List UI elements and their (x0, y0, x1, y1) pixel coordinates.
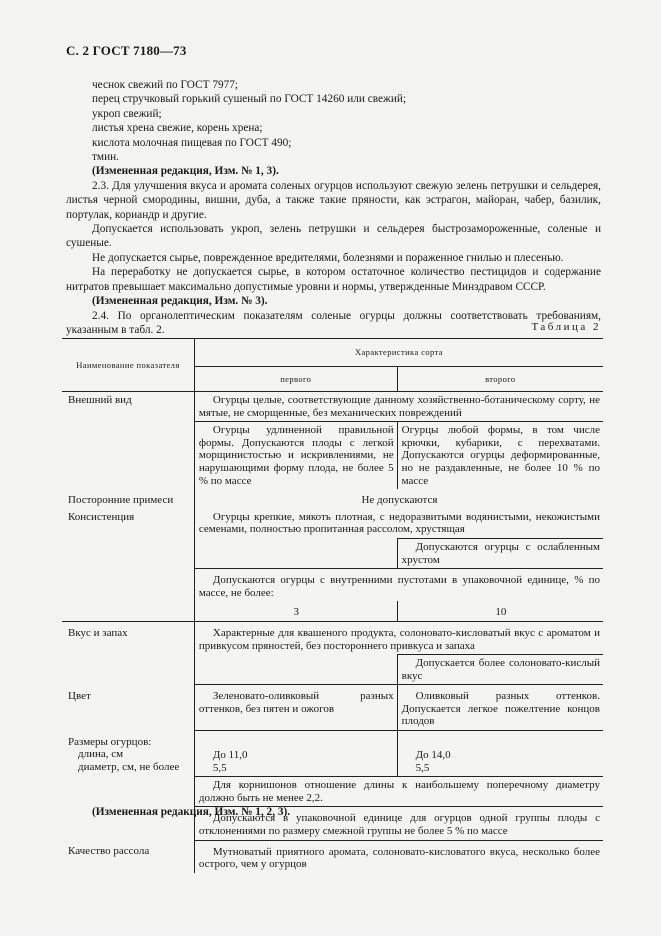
list-item: кислота молочная пищевая по ГОСТ 490; (92, 136, 292, 149)
table-row (62, 777, 603, 807)
paragraph-allowed: Допускается использовать укроп, зелень петрушки и сельдерея быстрозамороженные, соленые и сушеные. (66, 223, 601, 250)
page-header: С. 2 ГОСТ 7180—73 (66, 43, 187, 58)
row-second-diameter: 5,5 (415, 761, 430, 774)
row-common: Огурцы крепкие, мякоть плотная, с недоразвитыми водянистыми, некожистыми семенами, полностью пропитанная рассолом, хрустящая (198, 510, 600, 536)
row-name: Размеры огурцов: (68, 735, 152, 748)
header-first-grade: первого (194, 367, 397, 392)
row-common: Допускаются огурцы с внутренними пустотами в упаковочной единице, % по массе, не более: (194, 569, 603, 602)
row-second-length: До 14,0 (415, 749, 451, 762)
row-second: Допускаются огурцы с ослабленным хрустом (397, 538, 603, 568)
paragraph-not-allowed: Не допускается сырье, поврежденное вредителями, болезнями и пораженное гнилью и плесенью. (92, 251, 564, 264)
table-row (62, 422, 603, 489)
row-name: Внешний вид (62, 392, 194, 422)
paragraph-2-4: 2.4. По органолептическим показателям соленые огурцы должны соответствовать требованиям, указанным в табл. 2. (66, 309, 601, 336)
table-row (62, 731, 603, 777)
row-name: Качество рассола (62, 840, 194, 873)
row-name: Посторонние примеси (62, 489, 194, 509)
row-name: Вкус и запах (62, 621, 194, 654)
list-item: листья хрена свежие, корень хрена; (92, 122, 263, 135)
header-characteristic: Характеристика сорта (194, 339, 603, 367)
row-second: Допускается более солоновато-кислый вкус (397, 655, 603, 685)
table-row (62, 685, 603, 731)
table-caption: Таблица 2 (531, 321, 601, 333)
edit-note: (Измененная редакция, Изм. № 3). (92, 295, 268, 308)
table-row (62, 569, 603, 602)
paragraph-processing: На переработку не допускается сырье, в котором остаточное количество пестицидов и содержание нитратов превышает максимально допустимые уровни и нормы, утвержденные Минздравом СССР. (66, 266, 601, 293)
ingredient-list (66, 78, 601, 337)
row-note: Для корнишонов отношение длины к наибольшему поперечному диаметру должно быть не менее 2,2. (194, 777, 603, 807)
row-subname-length: длина, см (78, 748, 124, 761)
header-name: Наименование показателя (62, 339, 194, 392)
row-second: Огурцы любой формы, в том числе крючки, кубарики, с перехватами. Допускаются огурцы деформированные, но не раздавленные, не более 10 % по массе (397, 422, 603, 489)
row-first-value: 3 (194, 601, 397, 621)
table-row (62, 840, 603, 873)
row-common: Не допускаются (361, 494, 438, 507)
list-item: укроп свежий; (92, 107, 162, 120)
list-item: перец стручковый горький сушеный по ГОСТ 14260 или свежий; (92, 93, 407, 106)
row-second: Оливковый разных оттенков. Допускается легкое пожелтение концов плодов (397, 685, 603, 731)
edit-note-final: (Измененная редакция, Изм. № 1, 2, 3). (92, 806, 291, 818)
row-name: Цвет (62, 685, 194, 731)
row-common: Мутноватый приятного аромата, солоновато-кисловатого вкуса, несколько более острого, чем у огурцов (194, 840, 603, 873)
table-row (62, 601, 603, 621)
row-note: Допускаются в упаковочной единице для огурцов одной группы плоды с отклонениями по размеру смежной группы не более 5 % по массе (194, 807, 603, 840)
row-first: Зеленовато-оливковый разных оттенков, без пятен и ожогов (194, 685, 397, 731)
edit-note: (Измененная редакция, Изм. № 1, 3). (92, 165, 279, 178)
row-common: Огурцы целые, соответствующие данному хозяйственно-ботаническому сорту, не мятые, не сморщенные, без механических повреждений (198, 394, 600, 419)
table-row (62, 392, 603, 422)
row-first-length: До 11,0 (212, 749, 248, 762)
row-common: Характерные для квашеного продукта, солоновато-кисловатый вкус с ароматом и привкусом пряностей, без постороннего привкуса и запаха (194, 621, 603, 654)
row-first: Огурцы удлиненной правильной формы. Допускаются плоды с легкой морщинистостью и искривлениями, не нарушающими форму плода, не более 5 % по массе (194, 422, 397, 489)
header-second-grade: второго (397, 367, 603, 392)
table-row (62, 509, 603, 539)
row-subname-diameter: диаметр, см, не более (78, 760, 180, 773)
list-item: тмин. (92, 151, 120, 164)
table-row (62, 538, 603, 568)
table-row (62, 489, 603, 509)
row-first-diameter: 5,5 (212, 761, 227, 774)
paragraph-2-3: 2.3. Для улучшения вкуса и аромата соленых огурцов используют свежую зелень петрушки и сельдерея, листья черной смородины, вишни, дуба, а также такие пряности, как эстрагон, майоран, чабер, базилик, портулак, кориандр и другие. (66, 179, 601, 221)
organoleptic-table (62, 338, 603, 873)
table-row (62, 621, 603, 654)
row-second-value: 10 (495, 606, 507, 619)
table-row (62, 655, 603, 685)
list-item: чеснок свежий по ГОСТ 7977; (92, 79, 239, 91)
row-name: Консистенция (62, 509, 194, 539)
